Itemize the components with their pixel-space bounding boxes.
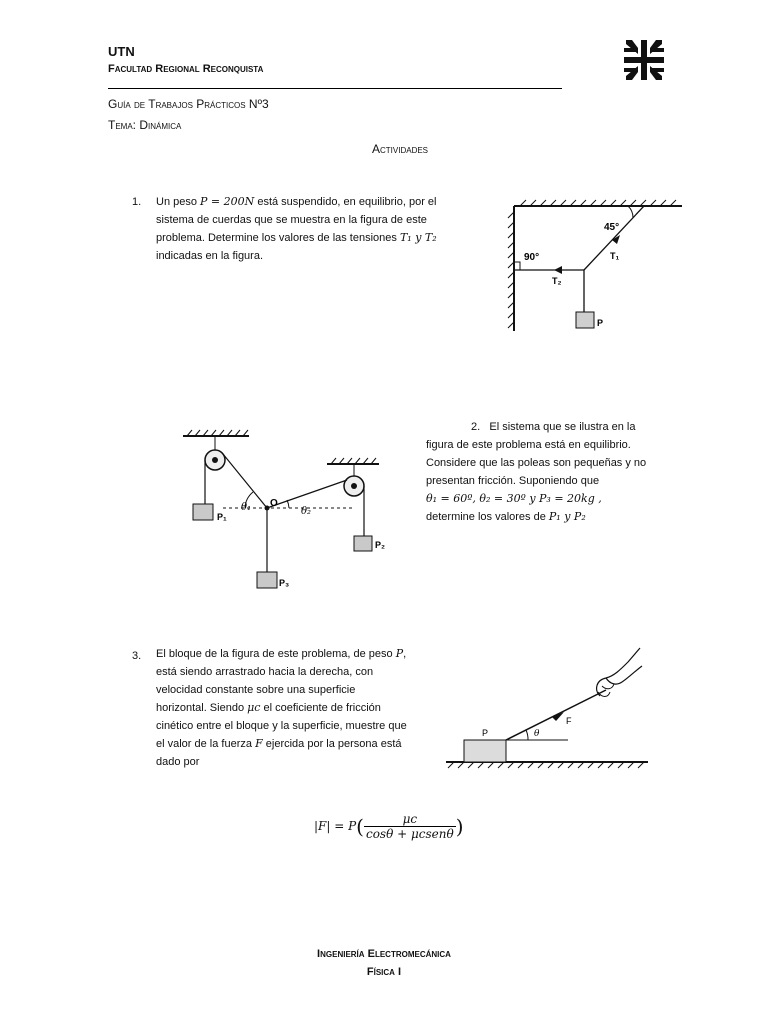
p1-line3: problema. Determine los valores de las tensiones	[156, 232, 400, 244]
footer-subject: Física I	[366, 966, 402, 978]
p3-line6a: el valor de la fuerza	[156, 738, 256, 750]
fig2-origin: O	[270, 498, 278, 509]
problem-1-number: 1.	[132, 196, 142, 208]
p2-math: θ₁ = 60º, θ₂ = 30º y P₃ = 20kg ,	[426, 492, 602, 505]
p2-line4: presentan fricción. Suponiendo que	[426, 475, 600, 487]
p2-line1: El sistema que se ilustra en la	[489, 421, 636, 433]
utn-logo	[624, 40, 664, 80]
formula-denominator: cosθ + μcsenθ	[365, 827, 454, 841]
p3-math-p: P	[395, 647, 404, 660]
p2-line3: Considere que las poleas son pequeñas y no	[426, 457, 647, 469]
p3-line3: velocidad constante sobre una superficie	[156, 684, 356, 696]
p2-math2: P₁ y P₂	[548, 510, 586, 523]
institution-name: UTN	[108, 44, 135, 59]
p3-math-f: F	[255, 737, 263, 750]
fig1-t1: T₁	[610, 251, 620, 261]
fig3-force: F	[566, 716, 572, 726]
fig2-theta2: θ₂	[301, 506, 312, 517]
figure-1	[500, 198, 685, 333]
formula-numerator: μc	[364, 812, 456, 827]
topic-title: Tema: Dinámica	[108, 118, 182, 132]
problem-2-number: 2.	[471, 421, 481, 433]
p3-line1a: El bloque de la figura de este problema, de peso	[156, 648, 396, 660]
p1-math-p: P = 200N	[200, 195, 255, 208]
p3-line6b: ejercida por la persona está	[262, 738, 402, 750]
p2-line2: figura de este problema está en equilibrio.	[426, 439, 631, 451]
figure-2	[157, 424, 417, 596]
formula-lhs: |F| = P	[314, 819, 357, 833]
figure-3	[444, 644, 650, 772]
p1-text-b: está suspendido, en equilibrio, por el	[254, 196, 437, 208]
guide-title: Guía de Trabajos Prácticos Nº3	[108, 97, 269, 111]
fig3-angle: θ	[534, 729, 540, 739]
header-divider	[108, 88, 562, 89]
p3-line5: cinético entre el bloque y la superficie, muestre que	[156, 720, 407, 732]
problem-1-text	[156, 193, 486, 265]
fig1-t2: T₂	[552, 276, 562, 286]
fig2-theta1: θ₁	[241, 502, 252, 513]
fig1-angle-45: 45°	[604, 222, 620, 233]
fig1-angle-90: 90°	[524, 252, 540, 263]
fig2-p3: P₃	[279, 578, 290, 588]
p3-line1b: ,	[403, 648, 407, 660]
p1-text-a: Un peso	[156, 196, 201, 208]
fig2-p2: P₂	[375, 540, 386, 550]
p1-math-t: T₁ y T₂	[399, 231, 437, 244]
p3-math-mu: μc	[247, 701, 261, 714]
fig1-weight: P	[597, 318, 604, 328]
problem-3-text	[156, 645, 446, 771]
section-title: Actividades	[372, 142, 429, 156]
p3-line7: dado por	[156, 756, 200, 768]
fig3-block: P	[482, 728, 489, 738]
footer-career: Ingeniería Electromecánica	[317, 948, 451, 960]
p1-line4: indicadas en la figura.	[156, 250, 264, 262]
fig2-p1: P₁	[217, 512, 227, 522]
p1-line2: sistema de cuerdas que se muestra en la figura de este	[156, 214, 427, 226]
p2-line6: determine los valores de	[426, 511, 549, 523]
problem-2-text	[426, 418, 666, 526]
faculty-name: Facultad Regional Reconquista	[108, 63, 264, 75]
p3-line2: está siendo arrastrado hacia la derecha, con	[156, 666, 374, 678]
p3-line4a: horizontal. Siendo	[156, 702, 248, 714]
problem-3-number: 3.	[132, 650, 142, 662]
p3-line4b: el coeficiente de fricción	[260, 702, 381, 714]
formula: |F| = P( $\frac{\mu c}{\text{cosθ + μcsenθ}}$ )	[314, 812, 464, 841]
